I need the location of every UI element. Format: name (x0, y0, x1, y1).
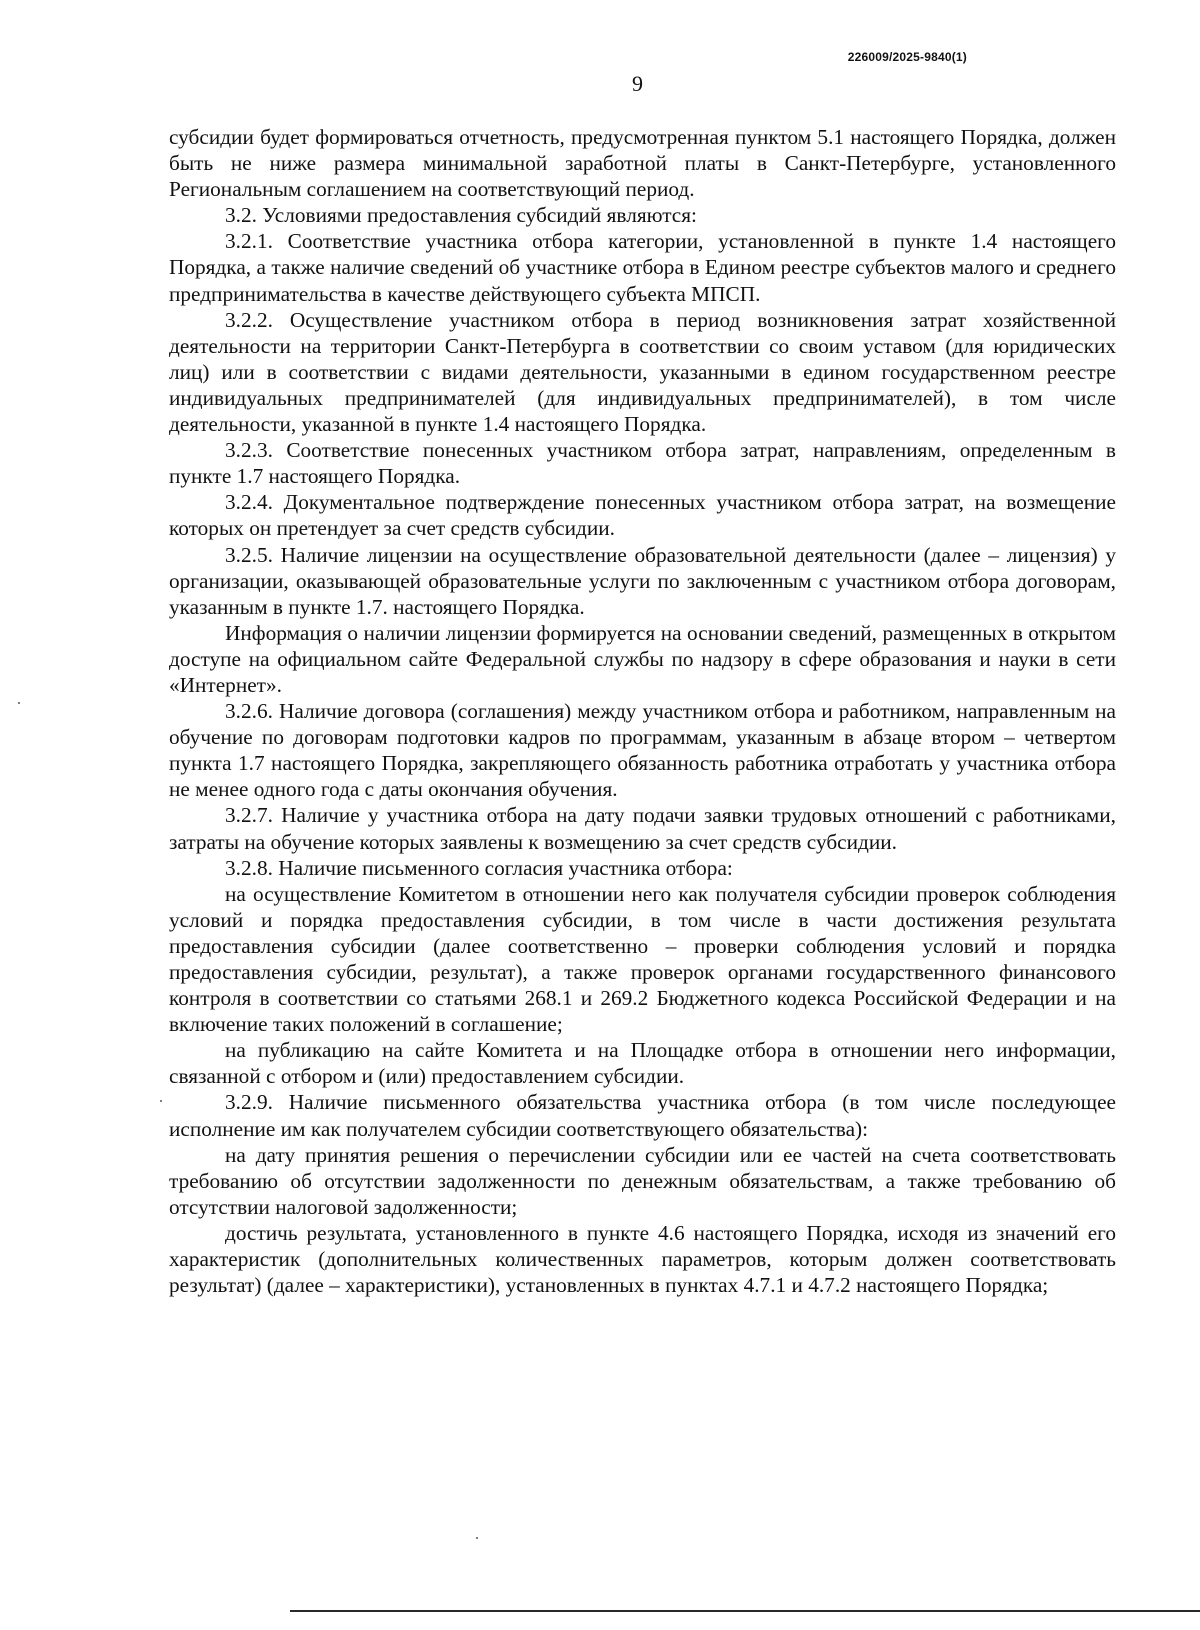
document-number: 226009/2025-9840(1) (847, 50, 967, 64)
paragraph: Информация о наличии лицензии формируется на основании сведений, размещенных в открытом доступе на официальном сайте Федеральной службы по надзору в сфере образования и науки в сети «Интернет». (169, 620, 1116, 697)
paragraph: достичь результата, установленного в пункте 4.6 настоящего Порядка, исходя из значений его характеристик (дополнительных количественных параметров, которым должен соответствовать результат) (далее – характеристики), установленных в пунктах 4.7.1 и 4.7.2 настоящего Порядка; (169, 1220, 1116, 1298)
paragraph: 3.2.4. Документальное подтверждение понесенных участником отбора затрат, на возмещение которых он претендует за счет средств субсидии. (169, 490, 1116, 541)
paragraph: на дату принятия решения о перечислении субсидии или ее частей на счета соответствовать требованию об отсутствии задолженности по денежным обязательствам, а также требованию об отсутствии налоговой задолженности; (169, 1142, 1116, 1219)
page-number: 9 (632, 71, 643, 96)
paragraph: 3.2. Условиями предоставления субсидий являются: (225, 203, 697, 228)
paragraph: 3.2.6. Наличие договора (соглашения) между участником отбора и работником, направленным на обучение по договорам подготовки кадров по программам, указанным в абзаце втором – четвертом пункта 1.7 настоящего Порядка, закрепляющего обязанность работника отработать у участника отбора не менее одного года с даты окончания обучения. (169, 699, 1116, 802)
scan-speck (476, 1537, 478, 1539)
paragraph: 3.2.3. Соответствие понесенных участником отбора затрат, направлениям, определенным в пункте 1.7 настоящего Порядка. (169, 438, 1116, 489)
paragraph: на осуществление Комитетом в отношении него как получателя субсидии проверок соблюдения условий и порядка предоставления субсидии, в том числе в части достижения результата предоставления субсидии (далее соответственно – проверки соблюдения условий и порядка предоставления субсидии, результат), а также проверок органами государственного финансового контроля в соответствии со статьями 268.1 и 269.2 Бюджетного кодекса Российской Федерации и на включение таких положений в соглашение; (169, 881, 1116, 1037)
paragraph: 3.2.5. Наличие лицензии на осуществление образовательной деятельности (далее – лицензия) у организации, оказывающей образовательные услуги по заключенным с участником отбора договорам, указанным в пункте 1.7. настоящего Порядка. (169, 542, 1116, 619)
paragraph: на публикацию на сайте Комитета и на Площадке отбора в отношении него информации, связанной с отбором и (или) предоставлением субсидии. (169, 1038, 1116, 1089)
paragraph: 3.2.1. Соответствие участника отбора категории, установленной в пункте 1.4 настоящего Порядка, а также наличие сведений об участнике отбора в Едином реестре субъектов малого и среднего предпринимательства в качестве действующего субъекта МПСП. (169, 229, 1116, 306)
scan-speck (160, 1100, 162, 1102)
document-body (169, 124, 1116, 1298)
scan-speck (18, 702, 20, 704)
paragraph: 3.2.8. Наличие письменного согласия участника отбора: (225, 855, 733, 880)
paragraph: 3.2.7. Наличие у участника отбора на дату подачи заявки трудовых отношений с работниками, затраты на обучение которых заявлены к возмещению за счет средств субсидии. (169, 803, 1116, 854)
paragraph: 3.2.2. Осуществление участником отбора в период возникновения затрат хозяйственной деятельности на территории Санкт-Петербурга в соответствии со своим уставом (для юридических лиц) или в соответствии с видами деятельности, указанными в едином государственном реестре индивидуальных предпринимателей (для индивидуальных предпринимателей), в том числе деятельности, указанной в пункте 1.4 настоящего Порядка. (169, 307, 1116, 437)
scan-edge-line (290, 1610, 1200, 1612)
paragraph: 3.2.9. Наличие письменного обязательства участника отбора (в том числе последующее исполнение им как получателем субсидии соответствующего обязательства): (169, 1090, 1116, 1141)
paragraph: субсидии будет формироваться отчетность, предусмотренная пунктом 5.1 настоящего Порядка, должен быть не ниже размера минимальной заработной платы в Санкт-Петербурге, установленного Региональным соглашением на соответствующий период. (169, 125, 1116, 202)
